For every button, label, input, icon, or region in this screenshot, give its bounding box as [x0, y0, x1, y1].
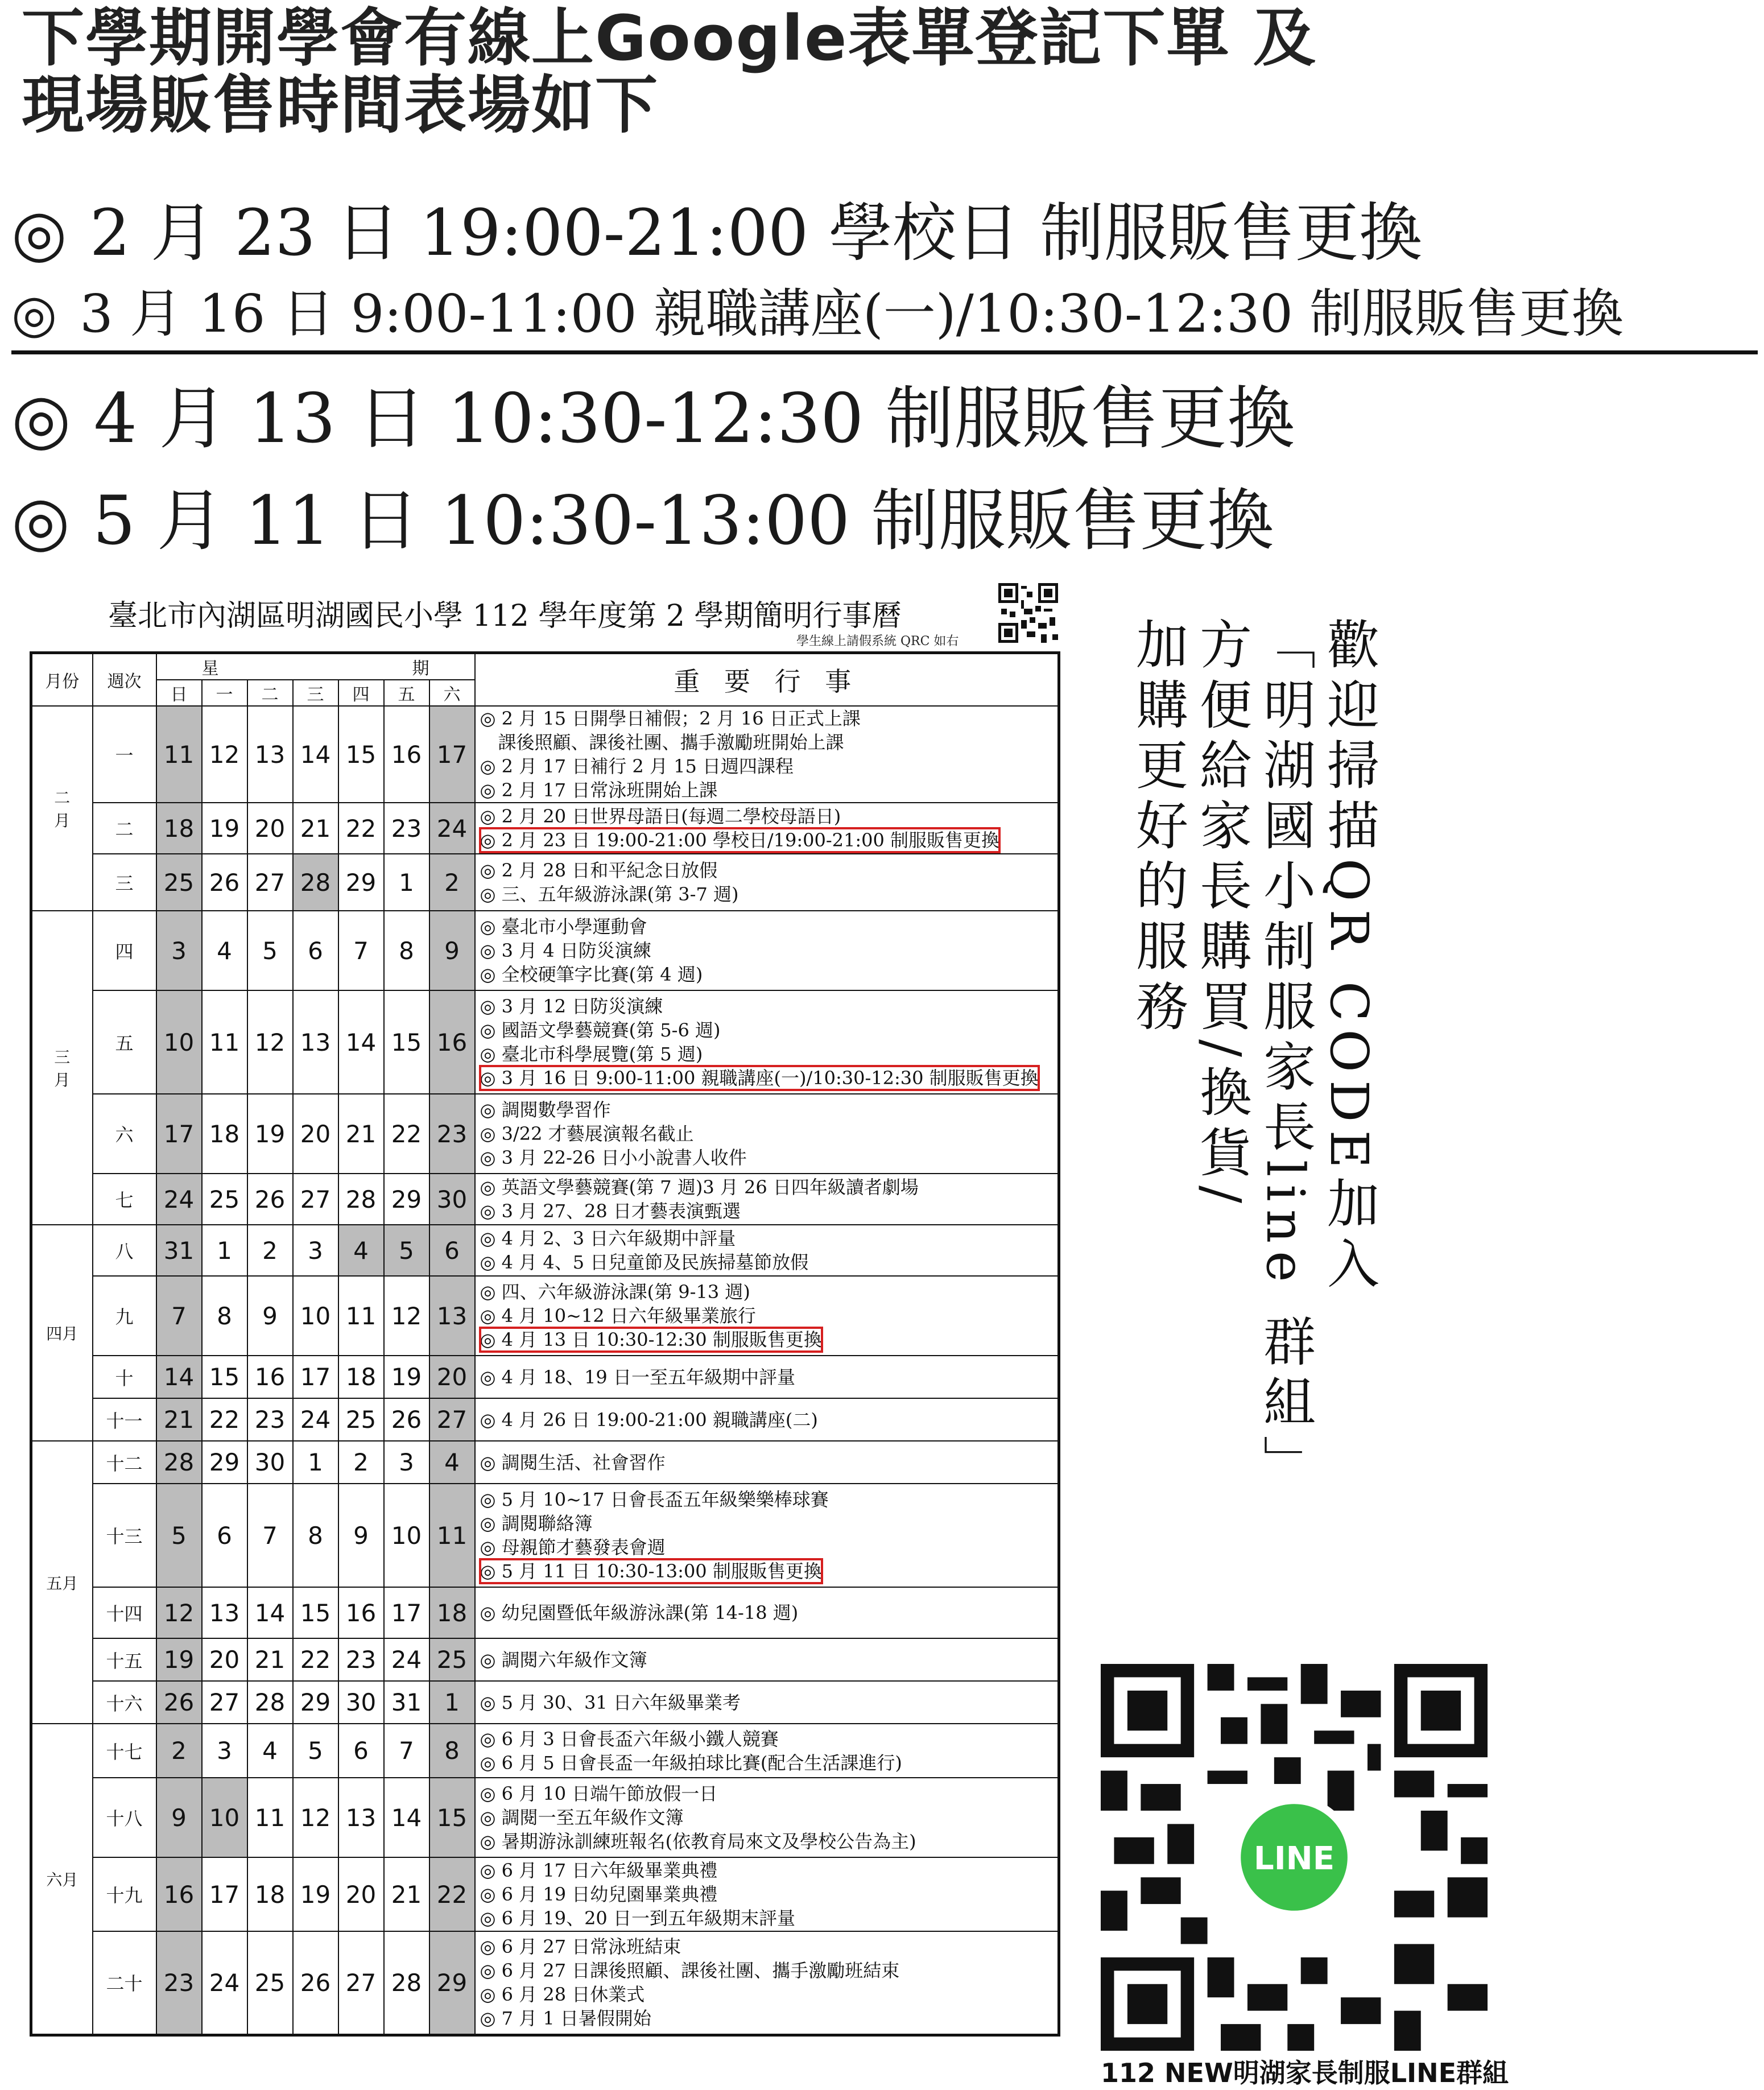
week-cell: 二十: [93, 1931, 156, 2035]
calendar-week-row: [31, 1587, 1059, 1638]
day-cell: 13: [247, 706, 293, 803]
day-cell: 21: [293, 803, 338, 854]
day-cell: 19: [293, 1857, 338, 1931]
event-item: ◎ 4 月 26 日 19:00-21:00 親職講座(二): [480, 1409, 818, 1431]
day-cell: 20: [338, 1857, 384, 1931]
calendar-week-row: [31, 1398, 1059, 1441]
week-cell: 十八: [93, 1778, 156, 1857]
day-cell: 15: [338, 706, 384, 803]
events-cell: [475, 706, 1059, 803]
week-cell: 十六: [93, 1681, 156, 1724]
day-cell: 7: [338, 911, 384, 990]
headline-line-2: 現場販售時間表場如下: [22, 69, 659, 142]
event-item: ◎ 調閱六年級作文簿: [480, 1649, 647, 1671]
header-day: 日: [156, 680, 202, 706]
calendar-week-row: [31, 1857, 1059, 1931]
header-period: 期: [412, 659, 429, 679]
day-cell: 23: [384, 803, 429, 854]
event-item: ◎ 6 月 5 日會長盃一年級拍球比賽(配合生活課進行): [480, 1752, 902, 1774]
day-cell: 20: [247, 803, 293, 854]
week-cell: 十四: [93, 1587, 156, 1638]
day-cell: 2: [247, 1225, 293, 1276]
day-cell: 23: [429, 1094, 475, 1174]
day-cell: 17: [156, 1094, 202, 1174]
day-cell: 9: [429, 911, 475, 990]
qr-code-icon[interactable]: [998, 583, 1058, 643]
line-qr-code-icon[interactable]: [1101, 1664, 1488, 2051]
day-cell: 3: [156, 911, 202, 990]
event-item: ◎ 2 月 15 日開學日補假；2 月 16 日正式上課: [480, 708, 861, 729]
highlighted-event: ◎ 4 月 13 日 10:30-12:30 制服販售更換: [480, 1329, 822, 1350]
header-week: 週次: [93, 653, 156, 707]
day-cell: 9: [156, 1778, 202, 1857]
headline: [22, 2, 1444, 142]
event-item: ◎ 6 月 27 日課後照顧、課後社團、攜手激勵班結束: [480, 1960, 900, 1982]
day-cell: 13: [293, 990, 338, 1094]
day-cell: 8: [384, 911, 429, 990]
day-cell: 1: [202, 1225, 247, 1276]
event-item: ◎ 臺北市科學展覽(第 5 週): [480, 1043, 703, 1065]
event-item: ◎ 調閱聯絡簿: [480, 1513, 593, 1534]
day-cell: 21: [338, 1094, 384, 1174]
schedule-text: 2 月 23 日 19:00-21:00 學校日 制服販售更換: [89, 196, 1423, 270]
day-cell: 26: [247, 1174, 293, 1225]
day-cell: 7: [156, 1276, 202, 1356]
day-cell: 22: [338, 803, 384, 854]
day-cell: 22: [384, 1094, 429, 1174]
event-item: ◎ 6 月 17 日六年級畢業典禮: [480, 1860, 718, 1881]
day-cell: 21: [247, 1638, 293, 1681]
invite-text-4: 加購更好的服務: [1127, 617, 1188, 1039]
event-item: ◎ 幼兒園暨低年級游泳課(第 14-18 週): [480, 1602, 799, 1624]
events-cell: [475, 1931, 1059, 2035]
day-cell: 6: [202, 1484, 247, 1587]
day-cell: 2: [156, 1724, 202, 1778]
highlighted-event: ◎ 5 月 11 日 10:30-13:00 制服販售更換: [480, 1560, 822, 1582]
header-star: 星: [201, 659, 219, 679]
event-item: ◎ 6 月 28 日休業式: [480, 1984, 645, 2006]
week-cell: 十五: [93, 1638, 156, 1681]
day-cell: 28: [247, 1681, 293, 1724]
day-cell: 26: [384, 1398, 429, 1441]
calendar-week-row: [31, 1094, 1059, 1174]
day-cell: 28: [293, 854, 338, 911]
day-cell: 24: [384, 1638, 429, 1681]
day-cell: 28: [338, 1174, 384, 1225]
event-item: ◎ 3/22 才藝展演報名截止: [480, 1123, 694, 1145]
day-cell: 10: [384, 1484, 429, 1587]
day-cell: 12: [156, 1587, 202, 1638]
day-cell: 14: [156, 1356, 202, 1398]
highlighted-event: ◎ 3 月 16 日 9:00-11:00 親職講座(一)/10:30-12:30 制服販售更換: [480, 1067, 1039, 1089]
calendar-week-row: [31, 1724, 1059, 1778]
week-cell: 二: [93, 803, 156, 854]
day-cell: 30: [247, 1441, 293, 1484]
week-cell: 八: [93, 1225, 156, 1276]
events-cell: [475, 854, 1059, 911]
day-cell: 30: [429, 1174, 475, 1225]
day-cell: 16: [338, 1587, 384, 1638]
day-cell: 10: [156, 990, 202, 1094]
day-cell: 17: [202, 1857, 247, 1931]
header-day: 六: [429, 680, 475, 706]
day-cell: 6: [429, 1225, 475, 1276]
day-cell: 31: [384, 1681, 429, 1724]
month-cell: 二 月: [31, 706, 93, 911]
highlighted-event: ◎ 2 月 23 日 19:00-21:00 學校日/19:00-21:00 制服販售更換: [480, 829, 1000, 851]
bullet-icon: ◎: [11, 196, 67, 270]
day-cell: 13: [338, 1778, 384, 1857]
day-cell: 16: [156, 1857, 202, 1931]
bullet-icon: ◎: [11, 283, 57, 344]
day-cell: 3: [202, 1724, 247, 1778]
events-cell: [475, 1857, 1059, 1931]
day-cell: 25: [429, 1638, 475, 1681]
day-cell: 19: [384, 1356, 429, 1398]
schedule-item: [11, 272, 1758, 354]
week-cell: 六: [93, 1094, 156, 1174]
day-cell: 12: [384, 1276, 429, 1356]
calendar-week-row: [31, 1931, 1059, 2035]
day-cell: 4: [247, 1724, 293, 1778]
day-cell: 11: [247, 1778, 293, 1857]
week-cell: 十九: [93, 1857, 156, 1931]
day-cell: 12: [247, 990, 293, 1094]
day-cell: 3: [384, 1441, 429, 1484]
events-cell: [475, 1484, 1059, 1587]
calendar-week-row: [31, 911, 1059, 990]
day-cell: 25: [247, 1931, 293, 2035]
day-cell: 18: [247, 1857, 293, 1931]
event-item: ◎ 5 月 30、31 日六年級畢業考: [480, 1691, 741, 1713]
day-cell: 15: [293, 1587, 338, 1638]
week-cell: 十: [93, 1356, 156, 1398]
month-cell: 四月: [31, 1225, 93, 1441]
day-cell: 17: [384, 1587, 429, 1638]
event-item: ◎ 3 月 22-26 日小小說書人收件: [480, 1147, 747, 1168]
day-cell: 4: [202, 911, 247, 990]
event-item: ◎ 三、五年級游泳課(第 3-7 週): [480, 883, 739, 905]
event-item: ◎ 4 月 18、19 日一至五年級期中評量: [480, 1366, 795, 1388]
calendar-week-row: [31, 854, 1059, 911]
day-cell: 15: [384, 990, 429, 1094]
day-cell: 27: [202, 1681, 247, 1724]
event-item: ◎ 6 月 3 日會長盃六年級小鐵人競賽: [480, 1728, 779, 1750]
day-cell: 6: [338, 1724, 384, 1778]
week-cell: 十三: [93, 1484, 156, 1587]
events-cell: [475, 1724, 1059, 1778]
day-cell: 5: [384, 1225, 429, 1276]
week-cell: 九: [93, 1276, 156, 1356]
events-cell: [475, 1587, 1059, 1638]
day-cell: 11: [156, 706, 202, 803]
day-cell: 4: [338, 1225, 384, 1276]
day-cell: 10: [293, 1276, 338, 1356]
day-cell: 24: [429, 803, 475, 854]
event-item: ◎ 2 月 17 日補行 2 月 15 日週四課程: [480, 755, 794, 777]
day-cell: 24: [202, 1931, 247, 2035]
day-cell: 13: [429, 1276, 475, 1356]
header-month: 月份: [31, 653, 93, 707]
event-item: ◎ 5 月 10~17 日會長盃五年級樂樂棒球賽: [480, 1489, 829, 1510]
header-day: 四: [338, 680, 384, 706]
day-cell: 14: [247, 1587, 293, 1638]
invite-text-1: 歡迎掃描QR CODE加入: [1319, 617, 1379, 1297]
events-cell: [475, 1356, 1059, 1398]
day-cell: 22: [202, 1398, 247, 1441]
day-cell: 6: [293, 911, 338, 990]
events-cell: [475, 911, 1059, 990]
month-cell: 六月: [31, 1724, 93, 2035]
events-cell: [475, 1094, 1059, 1174]
day-cell: 30: [338, 1681, 384, 1724]
day-cell: 16: [429, 990, 475, 1094]
day-cell: 4: [429, 1441, 475, 1484]
events-cell: [475, 1276, 1059, 1356]
day-cell: 15: [202, 1356, 247, 1398]
event-item: ◎ 全校硬筆字比賽(第 4 週): [480, 964, 703, 985]
day-cell: 20: [293, 1094, 338, 1174]
events-cell: [475, 990, 1059, 1094]
day-cell: 29: [202, 1441, 247, 1484]
event-item: ◎ 6 月 19、20 日一到五年級期末評量: [480, 1907, 795, 1929]
calendar-week-row: [31, 1441, 1059, 1484]
week-cell: 四: [93, 911, 156, 990]
events-cell: [475, 1441, 1059, 1484]
day-cell: 29: [293, 1681, 338, 1724]
calendar-table: [30, 651, 1060, 2037]
event-item: ◎ 調閱數學習作: [480, 1099, 611, 1121]
calendar-week-row: [31, 1778, 1059, 1857]
day-cell: 11: [338, 1276, 384, 1356]
events-cell: [475, 803, 1059, 854]
event-item: ◎ 3 月 27、28 日才藝表演甄選: [480, 1200, 741, 1222]
day-cell: 7: [384, 1724, 429, 1778]
day-cell: 3: [293, 1225, 338, 1276]
header-day: 一: [202, 680, 247, 706]
day-cell: 25: [338, 1398, 384, 1441]
week-cell: 十一: [93, 1398, 156, 1441]
event-item: ◎ 調閱生活、社會習作: [480, 1451, 666, 1473]
day-cell: 17: [429, 706, 475, 803]
schedule-item: [11, 182, 1758, 274]
qr-caption: 112 NEW明湖家長制服LINE群組: [1101, 2058, 1509, 2088]
day-cell: 22: [429, 1857, 475, 1931]
day-cell: 20: [429, 1356, 475, 1398]
day-cell: 1: [384, 854, 429, 911]
day-cell: 16: [247, 1356, 293, 1398]
event-item: ◎ 4 月 10~12 日六年級畢業旅行: [480, 1305, 756, 1327]
schedule-item: [11, 364, 1758, 462]
calendar-week-row: [31, 1225, 1059, 1276]
event-item: ◎ 4 月 2、3 日六年級期中評量: [480, 1228, 736, 1249]
calendar-title: 臺北市內湖區明湖國民小學 112 學年度第 2 學期簡明行事曆: [108, 599, 902, 633]
day-cell: 23: [247, 1398, 293, 1441]
headline-line-1: 下學期開學會有線上Google表單登記下單 及: [22, 2, 1317, 75]
day-cell: 31: [156, 1225, 202, 1276]
header-weekday-group: [156, 653, 475, 680]
day-cell: 16: [384, 706, 429, 803]
day-cell: 13: [202, 1587, 247, 1638]
event-item: ◎ 英語文學藝競賽(第 7 週)3 月 26 日四年級讀者劇場: [480, 1176, 919, 1198]
day-cell: 14: [293, 706, 338, 803]
day-cell: 28: [384, 1931, 429, 2035]
day-cell: 14: [338, 990, 384, 1094]
day-cell: 24: [293, 1398, 338, 1441]
bullet-icon: ◎: [11, 379, 71, 459]
day-cell: 21: [156, 1398, 202, 1441]
day-cell: 7: [247, 1484, 293, 1587]
week-cell: 三: [93, 854, 156, 911]
event-item: ◎ 3 月 12 日防災演練: [480, 996, 663, 1017]
event-item: ◎ 暑期游泳訓練班報名(依教育局來文及學校公告為主): [480, 1831, 916, 1852]
event-item: ◎ 3 月 4 日防災演練: [480, 940, 651, 961]
day-cell: 2: [429, 854, 475, 911]
day-cell: 23: [338, 1638, 384, 1681]
day-cell: 26: [293, 1931, 338, 2035]
schedule-text: 4 月 13 日 10:30-12:30 制服販售更換: [93, 379, 1295, 459]
day-cell: 8: [293, 1484, 338, 1587]
events-cell: [475, 1681, 1059, 1724]
event-item: ◎ 母親節才藝發表會週: [480, 1536, 666, 1558]
events-cell: [475, 1398, 1059, 1441]
day-cell: 22: [293, 1638, 338, 1681]
header-day: 三: [293, 680, 338, 706]
day-cell: 29: [338, 854, 384, 911]
day-cell: 10: [202, 1778, 247, 1857]
day-cell: 24: [156, 1174, 202, 1225]
day-cell: 18: [429, 1587, 475, 1638]
day-cell: 5: [293, 1724, 338, 1778]
day-cell: 20: [202, 1638, 247, 1681]
event-item: ◎ 7 月 1 日暑假開始: [480, 2008, 651, 2030]
day-cell: 19: [202, 803, 247, 854]
day-cell: 14: [384, 1778, 429, 1857]
bullet-icon: ◎: [11, 481, 70, 560]
day-cell: 28: [156, 1441, 202, 1484]
event-item: ◎ 調閱一至五年級作文簿: [480, 1807, 684, 1828]
week-cell: 十七: [93, 1724, 156, 1778]
events-cell: [475, 1174, 1059, 1225]
day-cell: 26: [156, 1681, 202, 1724]
day-cell: 5: [156, 1484, 202, 1587]
day-cell: 21: [384, 1857, 429, 1931]
event-item: ◎ 2 月 28 日和平紀念日放假: [480, 860, 718, 881]
day-cell: 1: [293, 1441, 338, 1484]
day-cell: 18: [338, 1356, 384, 1398]
schedule-item: [11, 466, 1758, 563]
day-cell: 15: [429, 1778, 475, 1857]
events-cell: [475, 1778, 1059, 1857]
events-cell: [475, 1225, 1059, 1276]
event-item: ◎ 4 月 4、5 日兒童節及民族掃墓節放假: [480, 1251, 809, 1273]
day-cell: 11: [429, 1484, 475, 1587]
day-cell: 27: [338, 1931, 384, 2035]
day-cell: 12: [293, 1778, 338, 1857]
event-item: ◎ 四、六年級游泳課(第 9-13 週): [480, 1281, 750, 1303]
event-item: ◎ 6 月 19 日幼兒園畢業典禮: [480, 1884, 718, 1905]
invite-text-3: 方便給家長購買/換貨/: [1191, 617, 1252, 1211]
day-cell: 23: [156, 1931, 202, 2035]
day-cell: 19: [156, 1638, 202, 1681]
header-day: 二: [247, 680, 293, 706]
month-cell: 五月: [31, 1441, 93, 1724]
calendar-week-row: [31, 1681, 1059, 1724]
day-cell: 27: [247, 854, 293, 911]
calendar-week-row: [31, 1174, 1059, 1225]
qr-label: 學生線上請假系統 QRC 如右: [796, 634, 959, 649]
week-cell: 十二: [93, 1441, 156, 1484]
calendar-week-row: [31, 1356, 1059, 1398]
header-events: 重 要 行 事: [475, 653, 1059, 707]
day-cell: 27: [293, 1174, 338, 1225]
calendar-week-row: [31, 706, 1059, 803]
calendar-week-row: [31, 803, 1059, 854]
day-cell: 11: [202, 990, 247, 1094]
event-item: ◎ 6 月 27 日常泳班結束: [480, 1936, 681, 1958]
week-cell: 七: [93, 1174, 156, 1225]
day-cell: 12: [202, 706, 247, 803]
day-cell: 29: [429, 1931, 475, 2035]
day-cell: 25: [202, 1174, 247, 1225]
day-cell: 18: [202, 1094, 247, 1174]
week-cell: 一: [93, 706, 156, 803]
month-cell: 三 月: [31, 911, 93, 1225]
calendar-week-row: [31, 1484, 1059, 1587]
event-item: ◎ 2 月 17 日常泳班開始上課: [480, 779, 718, 801]
day-cell: 29: [384, 1174, 429, 1225]
day-cell: 2: [338, 1441, 384, 1484]
schedule-text: 5 月 11 日 10:30-13:00 制服販售更換: [92, 481, 1274, 560]
day-cell: 9: [338, 1484, 384, 1587]
week-cell: 五: [93, 990, 156, 1094]
day-cell: 8: [429, 1724, 475, 1778]
calendar-week-row: [31, 1638, 1059, 1681]
event-item: ◎ 2 月 20 日世界母語日(每週二學校母語日): [480, 806, 841, 827]
day-cell: 5: [247, 911, 293, 990]
calendar-week-row: [31, 1276, 1059, 1356]
day-cell: 19: [247, 1094, 293, 1174]
day-cell: 26: [202, 854, 247, 911]
event-item: 課後照顧、課後社團、攜手激勵班開始上課: [480, 732, 844, 753]
line-badge-label: LINE: [1253, 1840, 1335, 1878]
day-cell: 8: [202, 1276, 247, 1356]
schedule-text: 3 月 16 日 9:00-11:00 親職講座(一)/10:30-12:30 制服販售更換: [80, 283, 1624, 344]
calendar-week-row: [31, 990, 1059, 1094]
event-item: ◎ 6 月 10 日端午節放假一日: [480, 1783, 718, 1804]
event-item: ◎ 國語文學藝競賽(第 5-6 週): [480, 1019, 721, 1041]
day-cell: 1: [429, 1681, 475, 1724]
day-cell: 17: [293, 1356, 338, 1398]
invite-text-2: 「明湖國小制服家長line 群組」: [1255, 617, 1316, 1496]
day-cell: 27: [429, 1398, 475, 1441]
event-item: ◎ 臺北市小學運動會: [480, 916, 647, 937]
day-cell: 25: [156, 854, 202, 911]
day-cell: 18: [156, 803, 202, 854]
header-day: 五: [384, 680, 429, 706]
day-cell: 9: [247, 1276, 293, 1356]
events-cell: [475, 1638, 1059, 1681]
